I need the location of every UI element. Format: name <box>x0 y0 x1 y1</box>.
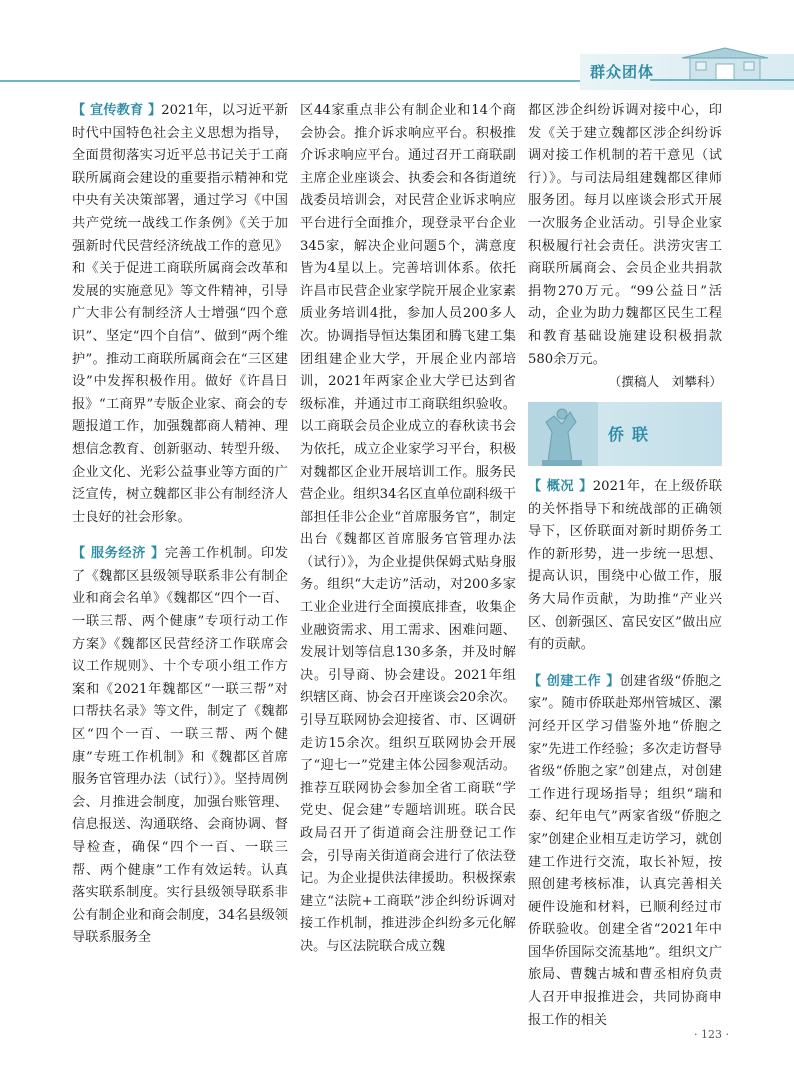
paragraph-service-economy <box>72 543 288 950</box>
page-number: · 123 · <box>694 1028 729 1041</box>
paragraph-publicity <box>72 100 288 529</box>
text-service-economy: 完善工作机制。印发了《魏都区县级领导联系非公有制企业和商会名单》《魏都区“四个一百、一联三帮、两个健康”专项行动工作方案》《魏都区民营经济工作联席会议工作规则》、十个专项小组工作方案和《2021年魏都区“一联三帮”对口帮扶名录》等文件，制定了《魏都区“四个一百、一联三帮、两个健康”专班工作机制》和《魏都区首席服务官管理办法（试行）》。坚持周例会、月推进会制度，加强台账管理、信息报送、沟通联络、会商协调、督导检查，确保“四个一百、一联三帮、两个健康”工作有效运转。认真落实联系制度。实行县级领导联系非公有制企业和商会制度，34名县级领导联系服务全 <box>72 546 288 946</box>
gate-illustration-icon <box>650 46 794 82</box>
column-1 <box>72 100 288 950</box>
page-header <box>0 42 794 94</box>
tag-service-economy: 【 服务经济 】 <box>72 546 165 562</box>
tag-publicity: 【 宣传教育 】 <box>72 103 162 118</box>
section-banner <box>528 402 722 466</box>
statue-illustration-icon <box>528 402 598 466</box>
text-publicity: 2021年，以习近平新时代中国特色社会主义思想为指导，全面贯彻落实习近平总书记关于工商联所属商会建设的重要指示精神和党中央有关决策部署，通过学习《中国共产党统一战线工作条例》《关于加强新时代民营经济统战工作的意见》和《关于促进工商联所属商会改革和发展的实施意见》等文件精神，引导广大非公有制经济人士增强“四个意识”、坚定“四个自信”、做到“两个维护”。推动工商联所属商会在“三区建设”中发挥积极作用。做好《许昌日报》“工商界”专版企业家、商会的专题报道工作，加强魏都商人精神、理想信念教育、创新驱动、转型升级、企业文化、光彩公益事业等方面的广泛宣传，树立魏都区非公有制经济人士良好的社会形象。 <box>72 103 289 525</box>
tag-overview: 【 概况 】 <box>528 479 593 494</box>
text-overview: 2021年，在上级侨联的关怀指导下和统战部的正确领导下，区侨联面对新时期侨务工作的新形势，进一步统一思想、提高认识，围绕中心做工作，服务大局作贡献，为助推“产业兴区、创新强区、富民安区”做出应有的贡献。 <box>528 479 723 653</box>
paragraph-continued: 区44家重点非公有制企业和14个商会协会。推介诉求响应平台。积极推介诉求响应平台。通过召开工商联副主席企业座谈会、执委会和各街道统战委员培训会，对民营企业诉求响应平台进行全面推介，现登录平台企业345家，解决企业问题5个，满意度皆为4星以上。完善培训体系。依托许昌市民营企业家学院开展企业家素质业务培训4批，参加人员200多人次。协调指导恒达集团和腾飞建工集团组建企业大学，开展企业内部培训，2021年两家企业大学已达到省级标准，并通过市工商联组织验收。以工商联会员企业成立的春秋读书会为依托，成立企业家学习平台，积极对魏都区企业开展培训工作。服务民营企业。组织34名区直单位副科级干部担任非公企业“首席服务官”，制定出台《魏都区首席服务官管理办法（试行）》，为企业提供保姆式贴身服务。组织“大走访”活动，对200多家工业企业进行全面摸底排查，收集企业融资需求、用工需求、困难问题、发展计划等信息130多条，并及时解决。引导商、协会建设。2021年组织辖区商、协会召开座谈会20余次。引导互联网协会迎接省、市、区调研走访15余次。组织互联网协会开展了“迎七一”党建主体公园参观活动。推荐互联网协会参加全省工商联“学党史、促会建”专题培训班。联合民政局召开了街道商会注册登记工作会，引导南关街道商会进行了依法登记。为企业提供法律援助。积极探索建立“法院+工商联”涉企纠纷诉调对接工作机制，推进涉企纠纷多元化解决。与区法院联合成立魏 <box>300 103 516 954</box>
tag-creation-work: 【 创建工作 】 <box>528 673 620 689</box>
column-2 <box>300 100 516 959</box>
paragraph-continued-2: 都区涉企纠纷诉调对接中心，印发《关于建立魏都区涉企纠纷诉调对接工作机制的若干意见（试行）》。与司法局组建魏都区律师服务团。每月以座谈会形式开展一次服务企业活动。引导企业家积极履行社会责任。洪涝灾害工商联所属商会、会员企业共捐款捐物270万元。“99公益日”活动，企业为助力魏都区民生工程和教育基础设施建设积极捐款580余万元。 <box>528 103 722 367</box>
column-3-top <box>528 100 722 394</box>
text-creation-work: 创建省级“侨胞之家”。随市侨联赴郑州管城区、漯河经开区学习借鉴外地“侨胞之家”先进工作经验；多次走访督导省级“侨胞之家”创建点，对创建工作进行现场指导；组织“瑞和泰、纪年电气”两家省级“侨胞之家”创建企业相互走访学习，就创建工作进行交流，取长补短，按照创建考核标准，认真完善相关硬件设施和材料，已顺利经过市侨联验收。创建全省“2021年中国华侨国际交流基地”。组织文广旅局、曹魏古城和曹丞相府负责人召开申报推进会，共同协商申报工作的相关 <box>528 673 722 1028</box>
author-credit: （撰稿人 刘攀科） <box>608 374 722 390</box>
column-3-bottom <box>528 476 722 1032</box>
section-title-overseas-federation: 侨联 <box>608 425 657 444</box>
section-label: 群众团体 <box>590 63 655 81</box>
paragraph-creation-work <box>528 671 722 1033</box>
paragraph-overview <box>528 476 722 657</box>
